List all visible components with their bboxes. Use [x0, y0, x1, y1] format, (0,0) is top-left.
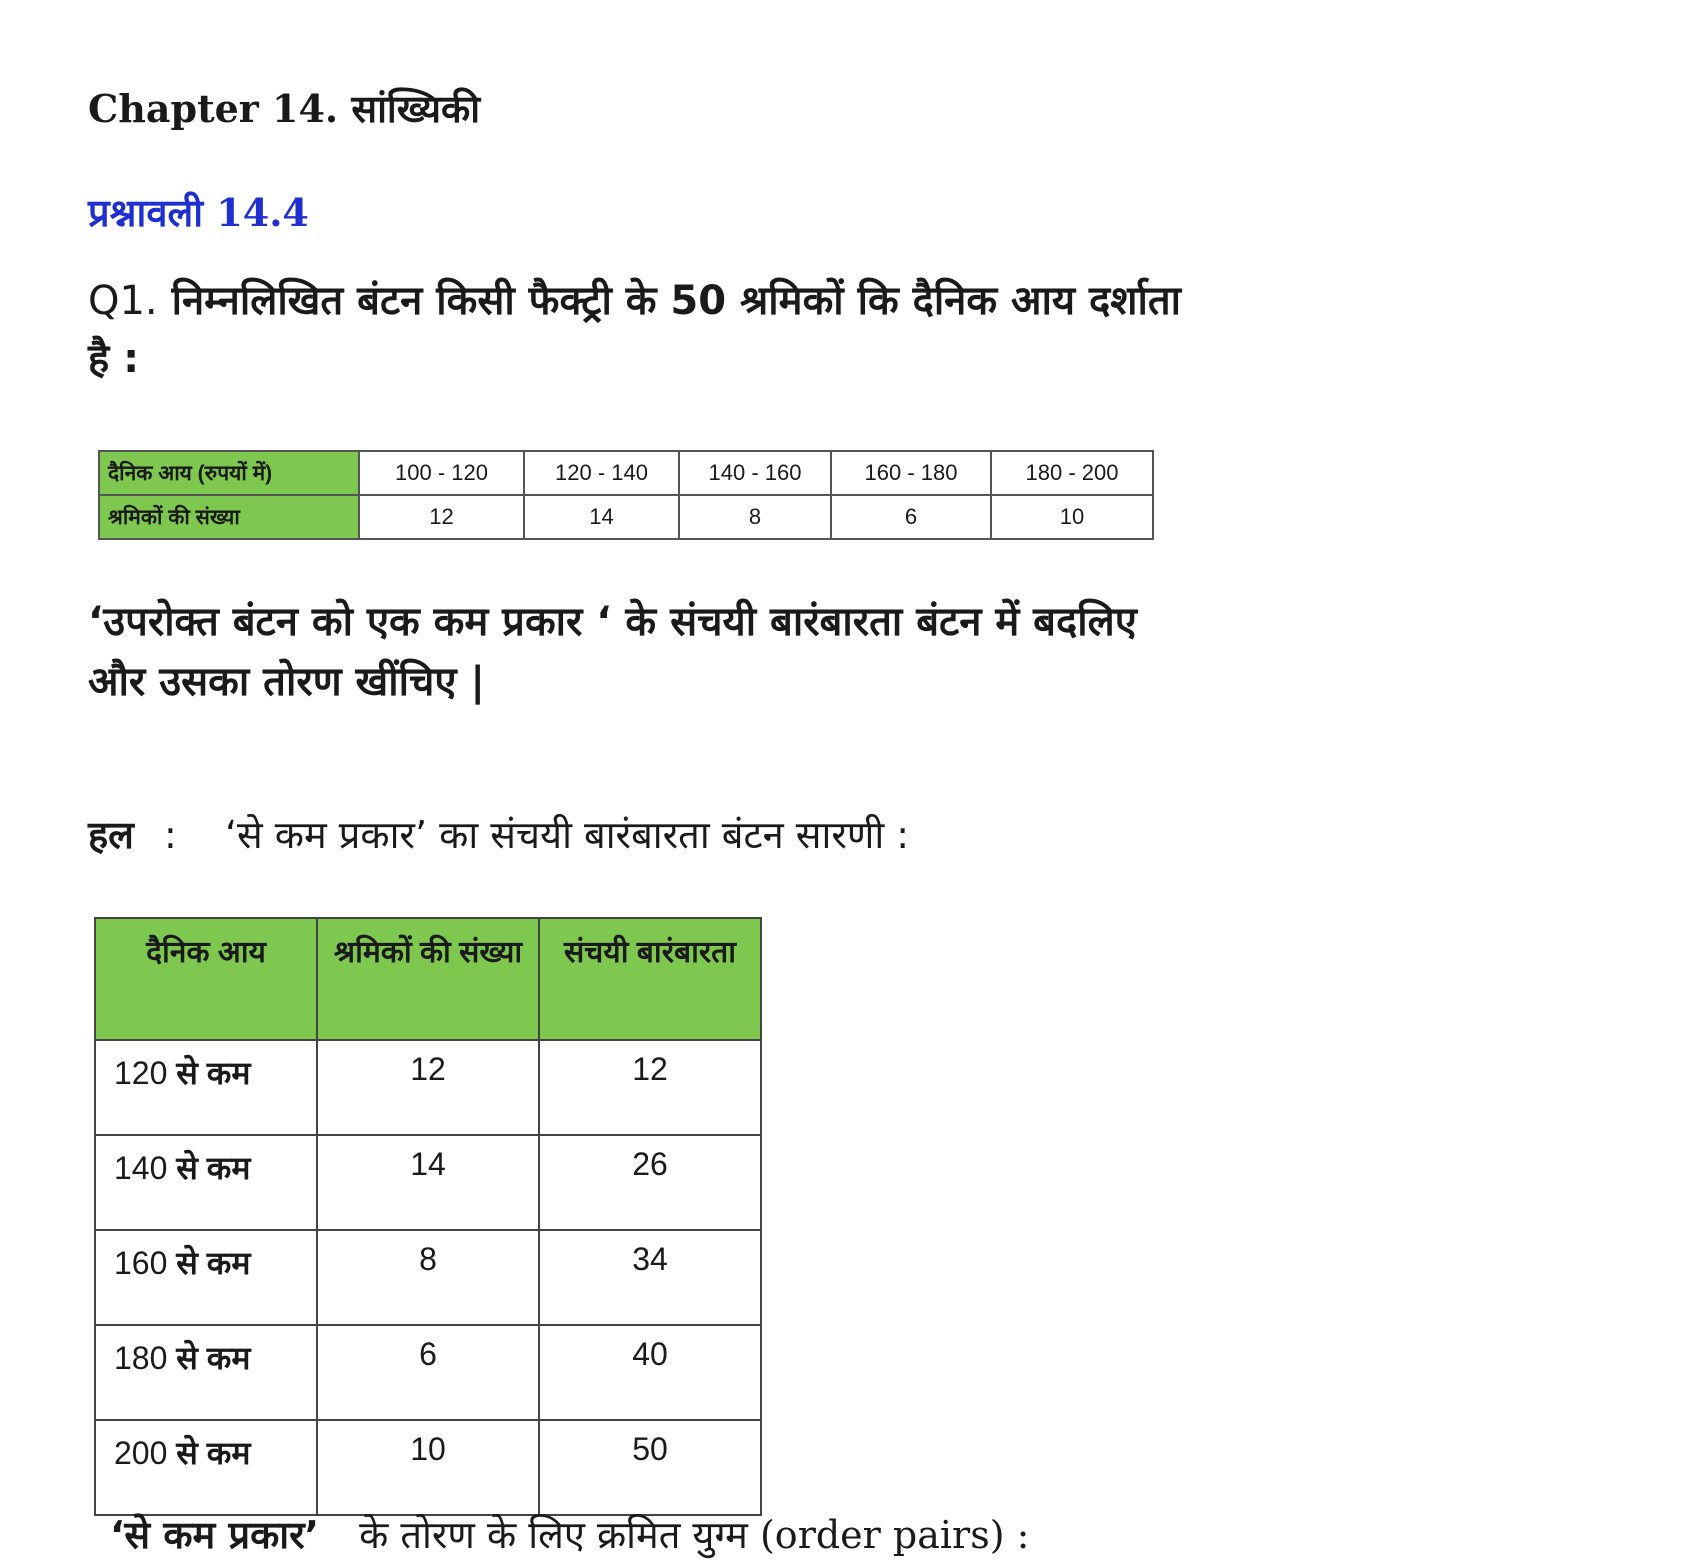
- table-row: [95, 1135, 761, 1230]
- column-header-workers: श्रमिकों की संख्या: [317, 918, 539, 1040]
- table-row: [95, 1230, 761, 1325]
- cf-cell: 40: [539, 1325, 761, 1420]
- table-row: [95, 1040, 761, 1135]
- count-cell: 6: [831, 495, 991, 539]
- exercise-heading: [88, 186, 309, 238]
- limit-cell: [95, 1040, 317, 1135]
- limit-suffix: से कम: [176, 1435, 251, 1471]
- table-row: [99, 451, 1153, 495]
- table-row: [95, 1325, 761, 1420]
- table-header-row: [95, 918, 761, 1040]
- question-body: निम्नलिखित बंटन किसी फैक्ट्री के 50 श्रमिकों कि दैनिक आय दर्शाता है :: [88, 278, 1181, 382]
- exercise-number: 14.4: [216, 190, 309, 235]
- limit-suffix: से कम: [176, 1245, 251, 1281]
- limit-value: 180: [114, 1340, 168, 1376]
- limit-value: 160: [114, 1245, 168, 1281]
- interval-cell: 160 - 180: [831, 451, 991, 495]
- count-cell: 6: [317, 1325, 539, 1420]
- cf-cell: 50: [539, 1420, 761, 1515]
- cf-cell: 34: [539, 1230, 761, 1325]
- question-text: [88, 272, 1208, 388]
- limit-cell: [95, 1325, 317, 1420]
- pairs-bold-text: ‘से कम प्रकार’: [110, 1513, 320, 1557]
- interval-cell: 180 - 200: [991, 451, 1153, 495]
- table-row: [95, 1420, 761, 1515]
- row-header-workers: श्रमिकों की संख्या: [99, 495, 359, 539]
- interval-cell: 140 - 160: [679, 451, 831, 495]
- count-cell: 10: [991, 495, 1153, 539]
- row-header-income: दैनिक आय (रुपयों में): [99, 451, 359, 495]
- limit-cell: [95, 1230, 317, 1325]
- chapter-title: सांख्यिकी: [351, 87, 481, 131]
- cumulative-frequency-table: [94, 917, 762, 1516]
- limit-suffix: से कम: [176, 1340, 251, 1376]
- column-header-income: दैनिक आय: [95, 918, 317, 1040]
- ordered-pairs-line: [110, 1508, 1029, 1560]
- income-distribution-table: [98, 450, 1154, 540]
- interval-cell: 120 - 140: [524, 451, 679, 495]
- count-cell: 8: [679, 495, 831, 539]
- count-cell: 12: [317, 1040, 539, 1135]
- count-cell: 14: [524, 495, 679, 539]
- cf-cell: 26: [539, 1135, 761, 1230]
- column-header-cumulative: संचयी बारंबारता: [539, 918, 761, 1040]
- count-cell: 8: [317, 1230, 539, 1325]
- limit-suffix: से कम: [176, 1055, 251, 1091]
- solution-text: ‘से कम प्रकार’ का संचयी बारंबारता बंटन सारणी :: [224, 813, 910, 857]
- question-number: Q1.: [88, 278, 158, 324]
- solution-colon: :: [164, 813, 177, 857]
- solution-label: हल: [88, 813, 134, 857]
- pairs-english-text: (order pairs) :: [759, 1513, 1030, 1557]
- chapter-heading: [88, 82, 480, 134]
- count-cell: 14: [317, 1135, 539, 1230]
- count-cell: 12: [359, 495, 524, 539]
- cf-cell: 12: [539, 1040, 761, 1135]
- limit-value: 140: [114, 1150, 168, 1186]
- limit-value: 120: [114, 1055, 168, 1091]
- pairs-hindi-text: के तोरण के लिए क्रमित युग्म: [359, 1513, 748, 1557]
- solution-line: [88, 808, 909, 860]
- instruction-text: ‘उपरोक्त बंटन को एक कम प्रकार ‘ के संचयी बारंबारता बंटन में बदलिए और उसका तोरण खींचिए |: [88, 599, 1137, 705]
- limit-cell: [95, 1420, 317, 1515]
- table-row: [99, 495, 1153, 539]
- limit-value: 200: [114, 1435, 168, 1471]
- count-cell: 10: [317, 1420, 539, 1515]
- limit-suffix: से कम: [176, 1150, 251, 1186]
- chapter-label: Chapter 14.: [88, 86, 339, 131]
- limit-cell: [95, 1135, 317, 1230]
- interval-cell: 100 - 120: [359, 451, 524, 495]
- exercise-label: प्रश्नावली: [88, 191, 204, 235]
